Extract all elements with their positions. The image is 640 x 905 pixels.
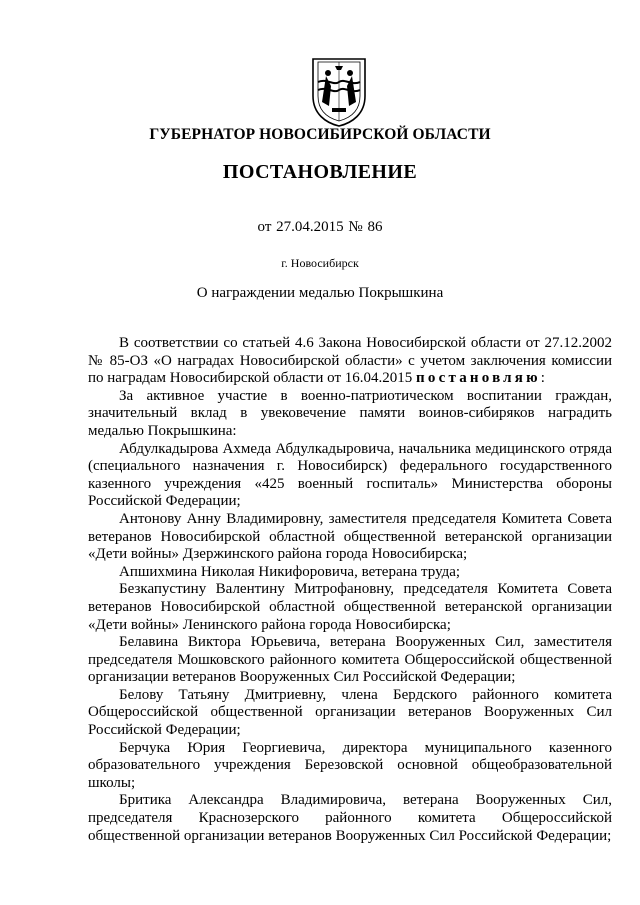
preamble-end: : (540, 370, 545, 387)
document-subject: О награждении медалью Покрышкина (196, 285, 444, 301)
preamble-text: В соответствии со статьей 4.6 Закона Новосибирской области от 27.12.2002 № 85-ОЗ «О наградах Новосибирской области» с учетом заключения комиссии по наградам Новосибирской области от 16.04.2015 (88, 335, 612, 387)
awardee-paragraph: Абдулкадырова Ахмеда Абдулкадыровича, начальника медицинского отряда (специального назначения г. Новосибирск) федерального государственного казенного учреждения «425 военный госпиталь» Министерства обороны Российской Федерации; (88, 440, 612, 510)
preamble-paragraph (88, 335, 612, 388)
document-type-title: ПОСТАНОВЛЕНИЕ (222, 161, 418, 183)
awardee-paragraph: Антонову Анну Владимировну, заместителя председателя Комитета Совета ветеранов Новосибирской областной общественной ветеранской организации «Дети войны» Дзержинского района города Новосибирска; (88, 510, 612, 563)
awardee-paragraph: Белавина Виктора Юрьевича, ветерана Вооруженных Сил, заместителя председателя Мошковского районного комитета Общероссийской общественной организации ветеранов Вооруженных Сил Российской Федерации; (88, 634, 612, 686)
awardee-paragraph: Берчука Юрия Георгиевича, директора муниципального казенного образовательного учреждения Березовской основной общеобразовательной школы; (88, 739, 612, 791)
organization-title: ГУБЕРНАТОР НОВОСИБИРСКОЙ ОБЛАСТИ (149, 126, 491, 143)
resolve-keyword: постановляю (416, 370, 541, 387)
document-city: г. Новосибирск (281, 256, 359, 270)
document-date-number: от 27.04.2015 № 86 (257, 219, 383, 235)
awardee-paragraph: Бритика Александра Владимировича, ветерана Вооруженных Сил, председателя Краснозерского районного комитета Общероссийской общественной организации ветеранов Вооруженных Сил Российской Федерации; (88, 792, 612, 844)
awardee-paragraph: Апшихмина Николая Никифоровича, ветерана труда; (119, 563, 461, 580)
document-body (88, 335, 612, 845)
awardee-paragraph: Белову Татьяну Дмитриевну, члена Бердского районного комитета Общероссийской общественной организации ветеранов Вооруженных Сил Российской Федерации; (88, 686, 612, 739)
awardee-paragraph: Безкапустину Валентину Митрофановну, председателя Комитета Совета ветеранов Новосибирской областной общественной ветеранской организации «Дети войны» Ленинского района города Новосибирска; (88, 581, 612, 633)
coat-of-arms-icon (310, 56, 368, 128)
body-paragraph: За активное участие в военно-патриотическом воспитании граждан, значительный вклад в увековечение памяти воинов-сибиряков наградить медалью Покрышкина: (88, 387, 612, 439)
